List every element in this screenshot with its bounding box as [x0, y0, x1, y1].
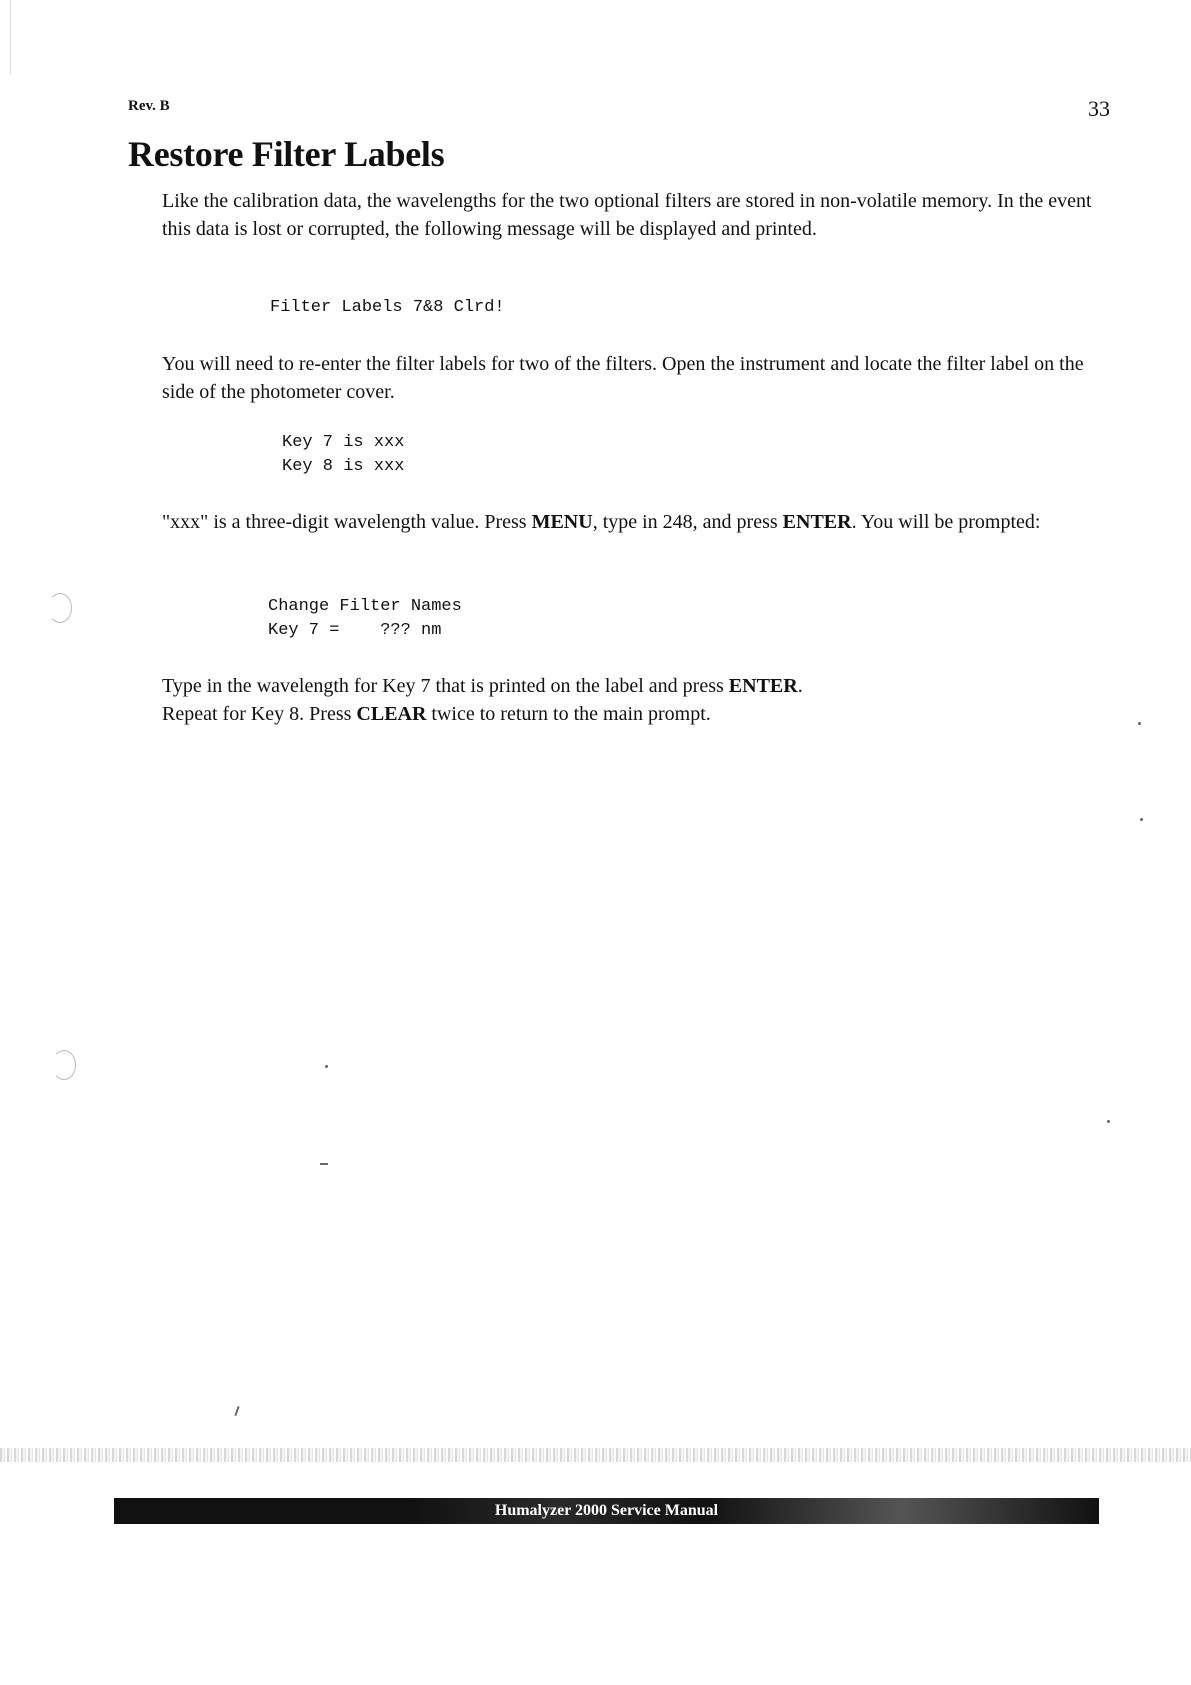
type-wavelength-line	[162, 672, 1122, 700]
instructions-text-a: "xxx" is a three-digit wavelength value. Press	[162, 511, 532, 533]
intro-paragraph: Like the calibration data, the wavelengths for the two optional filters are stored in non-volatile memory. In the event this data is lost or corrupted, the following message will be displayed and printed.	[162, 190, 1092, 240]
reenter-paragraph: You will need to re-enter the filter labels for two of the filters. Open the instrument and locate the filter label on the side of the photometer cover.	[162, 353, 1084, 403]
instructions-text-b: , type in 248, and press	[592, 511, 783, 533]
revision-label: Rev. B	[128, 98, 170, 114]
scan-speck	[1140, 818, 1143, 821]
section-title: Restore Filter Labels	[128, 134, 445, 174]
scan-speck	[1107, 1120, 1110, 1123]
prompt-line-2: Key 7 = ??? nm	[268, 621, 442, 640]
clear-key-label: CLEAR	[356, 703, 427, 725]
manual-title: Humalyzer 2000 Service Manual	[494, 1502, 719, 1519]
scan-speck	[325, 1065, 328, 1068]
enter-key-label: ENTER	[782, 511, 852, 533]
scan-speck	[1138, 722, 1141, 725]
repeat-line	[162, 700, 1122, 728]
enter-key-label-2: ENTER	[728, 675, 798, 697]
binder-hole-mark	[48, 593, 72, 623]
instructions-paragraph	[162, 508, 1102, 536]
scan-speck	[234, 1406, 239, 1416]
type-wavelength-text-b: .	[797, 675, 803, 697]
cleared-message: Filter Labels 7&8 Clrd!	[270, 298, 505, 317]
type-wavelength-text-a: Type in the wavelength for Key 7 that is printed on the label and press	[162, 675, 729, 697]
footer-bar	[114, 1498, 1099, 1524]
repeat-text-a: Repeat for Key 8. Press	[162, 703, 357, 725]
scan-edge-line	[10, 0, 11, 75]
scan-noise-band	[0, 1448, 1191, 1462]
instructions-text-c: . You will be prompted:	[851, 511, 1041, 533]
menu-key-label: MENU	[531, 511, 593, 533]
key7-display-line: Key 7 is xxx	[282, 433, 405, 452]
repeat-text-b: twice to return to the main prompt.	[426, 703, 711, 725]
page-number: 33	[1088, 96, 1110, 121]
key8-display-line: Key 8 is xxx	[282, 457, 405, 476]
prompt-line-1: Change Filter Names	[268, 597, 462, 616]
scan-speck	[320, 1163, 328, 1165]
binder-hole-mark	[52, 1050, 76, 1080]
